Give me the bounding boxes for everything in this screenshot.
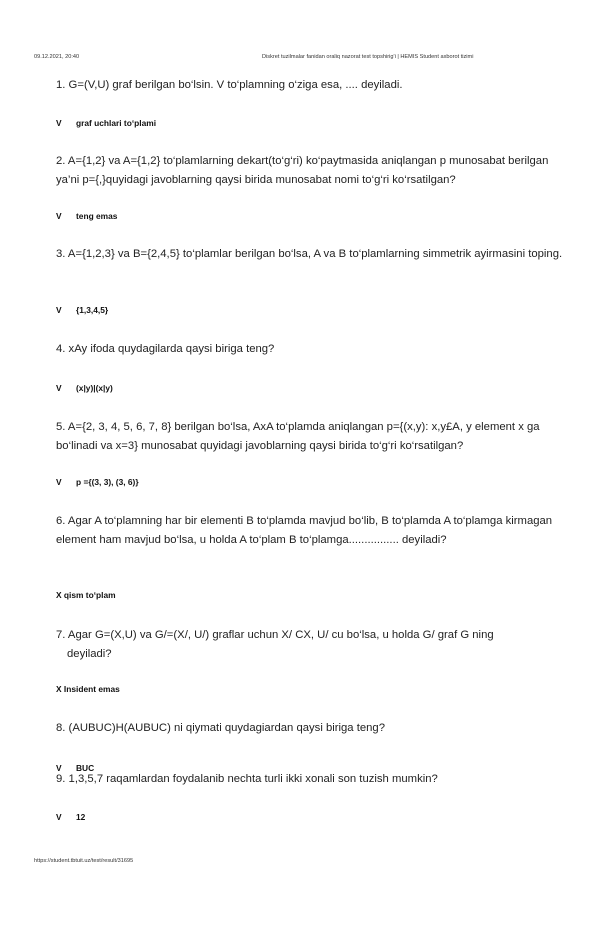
answer-1: [56, 118, 156, 128]
question-1: 1. G=(V,U) graf berilgan bo‘lsin. V to‘plamning o‘ziga esa, .... deyiladi.: [56, 79, 403, 91]
correct-mark: V: [56, 812, 62, 822]
answer-text: p ={(3, 3), (3, 6)}: [76, 477, 139, 487]
answer-6: [56, 590, 116, 600]
answer-text: teng emas: [76, 211, 118, 221]
wrong-mark: X: [56, 684, 62, 694]
answer-7: [56, 684, 120, 694]
answer-text: Insident emas: [63, 684, 120, 694]
answer-4: [56, 383, 113, 393]
correct-mark: V: [56, 383, 62, 393]
answer-2: [56, 211, 117, 221]
correct-mark: V: [56, 477, 62, 487]
print-date: 09.12.2021, 20:40: [34, 54, 80, 60]
question-8: 8. (AUBUC)H(AUBUC) ni qiymati quydagiardan qaysi biriga teng?: [56, 722, 385, 734]
question-7: [56, 626, 566, 664]
question-7-line-1: 7. Agar G=(X,U) va G/=(X/, U/) graflar uchun X/ CX, U/ cu bo‘lsa, u holda G/ graf G ning: [56, 629, 494, 641]
answer-text: 12: [76, 812, 86, 822]
question-6: 6. Agar A to‘plamning har bir elementi B to‘plamda mavjud bo‘lib, B to‘plamda A to‘plamga kirmagan element ham mavjud bo‘lsa, u holda A to‘plam B to‘plamga................ deyiladi?: [56, 515, 553, 546]
answer-text: {1,3,4,5}: [76, 305, 109, 315]
answer-3: [56, 305, 108, 315]
correct-mark: V: [56, 305, 62, 315]
page-url: https://student.tbtuit.uz/test/result/31695: [34, 858, 134, 864]
question-5: 5. A={2, 3, 4, 5, 6, 7, 8} berilgan bo‘lsa, AxA to‘plamda aniqlangan p={(x,y): x,y£A, y element x ga bo‘linadi va x=3} munosabat quyidagi javoblarning qaysi birida to‘g‘ri ko‘rsatilgan?: [56, 421, 540, 452]
question-2: 2. A={1,2} va A={1,2} to‘plamlarning dekart(to‘g‘ri) ko‘paytmasida aniqlangan p munosabat berilgan ya’ni p={,}quyidagi javoblarning qaysi birida munosabat nomi to‘g‘ri ko‘rsatilgan?: [56, 155, 549, 186]
question-7-line-2: deyiladi?: [67, 648, 112, 660]
answer-text: BUC: [76, 763, 95, 773]
answer-9: [56, 812, 85, 822]
question-9: 9. 1,3,5,7 raqamlardan foydalanib nechta turli ikki xonali son tuzish mumkin?: [56, 773, 438, 785]
answer-text: graf uchlari to‘plami: [76, 118, 157, 128]
answer-5: [56, 477, 139, 487]
question-4: 4. xAy ifoda quydagilarda qaysi biriga teng?: [56, 343, 275, 355]
correct-mark: V: [56, 211, 62, 221]
wrong-mark: X: [56, 590, 62, 600]
correct-mark: V: [56, 763, 62, 773]
page-header-title: Diskret tuzilmalar fanidan oraliq nazorat test topshirig'i | HEMIS Student axborot tizimi: [262, 54, 474, 60]
answer-text: (x|y)|(x|y): [76, 383, 113, 393]
question-3: 3. A={1,2,3} va B={2,4,5} to‘plamlar berilgan bo‘lsa, A va B to‘plamlarning simmetrik ayirmasini toping.: [56, 248, 563, 260]
answer-text: qism to‘plam: [63, 590, 116, 600]
correct-mark: V: [56, 118, 62, 128]
